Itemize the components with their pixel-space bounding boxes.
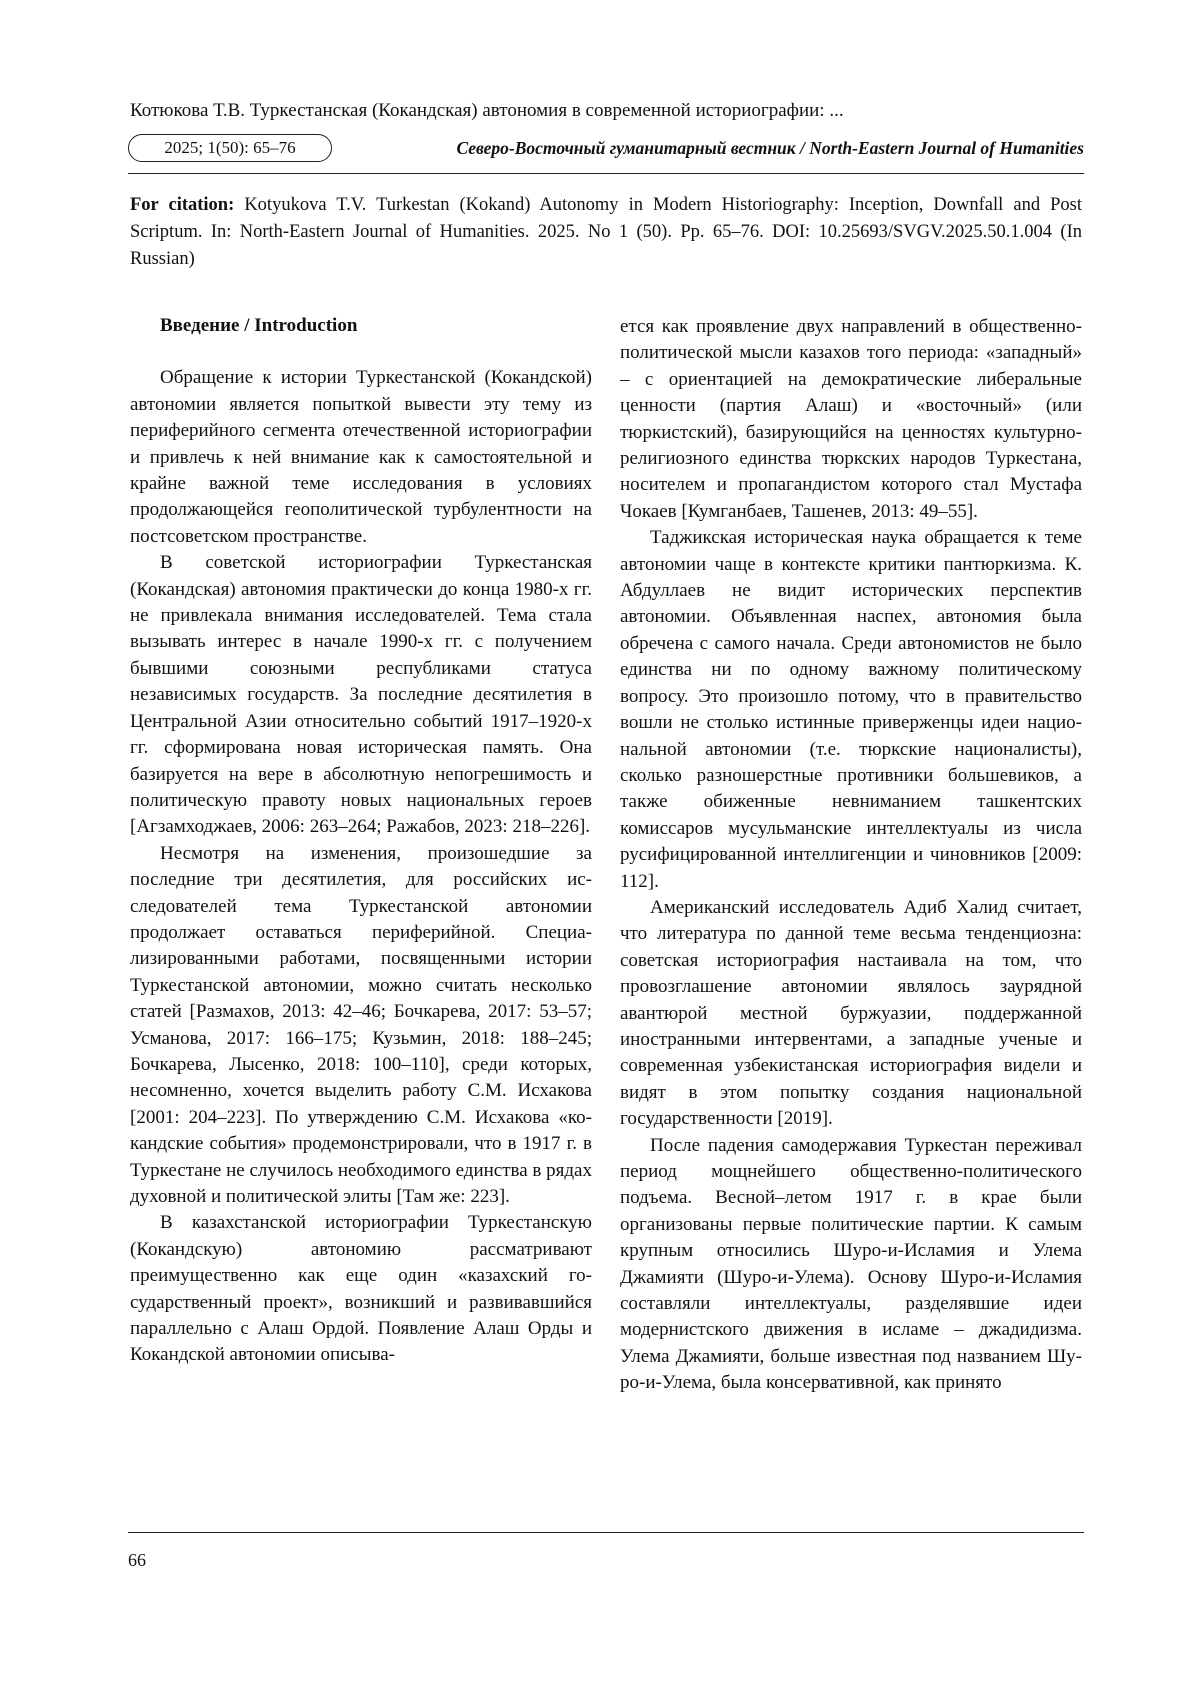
left-column bbox=[130, 313, 592, 1369]
paragraph: ется как проявление двух направлений в общественно-политической мысли казахов того периода: «западный» – с ориентацией на демократические либеральные ценности (партия Алаш) и «восточный» (или тюркистский), базирующийся на ценностях культурно-религиозного единства тюркских народов Туркестана, носителем и пропагандистом которого стал Мустафа Чокаев [Кумганбаев, Ташенев, 2013: 49–55]. bbox=[620, 316, 1082, 522]
citation-text: Kotyukova T.V. Turkestan (Kokand) Autonomy in Modern Historiography: Inception, Downfall and Post Scriptum. In: North-Eastern Journal of Humanities. 2025. No 1 (50). Pp. 65–76. DOI: 10.25693/SVGV.2025.50.1.004 (In Russian) bbox=[130, 195, 1082, 269]
right-column bbox=[620, 314, 1082, 1397]
citation-block bbox=[130, 192, 1082, 273]
paragraph: Американский исследователь Адиб Халид считает, что литература по данной теме весьма тенденциозна: советская историография настаивала на том, что провозглашение автономии являлось заурядной авантюрой местной буржуазии, поддержанной иностранными интервентами, а западные ученые и современная узбекистанская историография видели и видят в этом попытку создания национальной государственности [2019]. bbox=[620, 896, 1082, 1130]
paragraph: В советской историографии Туркестанская (Кокандская) автономия практически до конца 1980-х гг. не привлекала внимания исследователей. Тема стала вызывать интерес в начале 1990-х гг. с получением бывшими союзными республиками статуса независимых государств. За последние десятилетия в Центральной Азии относительно событий 1917–1920-х гг. сформирована новая историческая память. Она базируется на вере в абсолютную непогрешимость и политическую правоту новых национальных героев [Агзамходжаев, 2006: 263–264; Ражабов, 2023: 218–226]. bbox=[130, 552, 592, 838]
paragraph: В казахстанской историографии Туркестанскую (Кокандскую) автономию рассматривают преимущественно как еще один «казахский государственный проект», возникший и развивавшийся параллельно с Алаш Ордой. Появление Алаш Орды и Кокандской автономии описыва- bbox=[130, 1212, 592, 1366]
journal-title: Северо-Восточный гуманитарный вестник / North-Eastern Journal of Humanities bbox=[456, 138, 1084, 158]
header-divider bbox=[128, 173, 1084, 174]
running-head: Котюкова Т.В. Туркестанская (Кокандская) автономия в современной историографии: ... bbox=[130, 100, 844, 121]
citation-label: For citation: bbox=[130, 195, 235, 215]
issue-badge: 2025; 1(50): 65–76 bbox=[128, 134, 332, 162]
paragraph: Обращение к истории Туркестанской (Кокандской) автономии является попыткой вывести эту тему из периферийного сегмента отечественной историографии и привлечь к ней внимание как к самостоятельной и крайне важной теме исследования в условиях продолжающейся геополитической турбулентности на постсоветском пространстве. bbox=[130, 367, 592, 547]
paragraph: Таджикская историческая наука обращается к теме автономии чаще в контексте критики пантюркизма. К. Абдуллаев не видит исторических перспектив автономии. Объявленная наспех, автономия была обречена с самого начала. Среди автономистов не было единства ни по одному важному политическому вопросу. Это произошло потому, что в правительство вошли не столько истинные приверженцы идеи национальной автономии (т.е. тюркские националисты), сколько разношерстные противники большевиков, а также обиженные невниманием ташкентских комиссаров мусульманские интеллектуалы из числа русифицированной интеллигенции и чиновников [2009: 112]. bbox=[620, 527, 1082, 892]
paragraph: После падения самодержавия Туркестан переживал период мощнейшего общественно-политического подъема. Весной–летом 1917 г. в крае были организованы первые политические партии. К самым крупным относились Шуро-и-Исламия и Улема Джамияти (Шуро-и-Улема). Основу Шуро-и-Исламия составляли интеллектуалы, разделявшие идеи модернистского движения в исламе – джадидизма. Улема Джамияти, больше известная под названием Шуро-и-Улема, была консервативной, как принято bbox=[620, 1134, 1082, 1394]
paragraph: Несмотря на изменения, произошедшие за последние три десятилетия, для российских исследователей тема Туркестанской автономии продолжает оставаться периферийной. Специализированными работами, посвященными истории Туркестанской автономии, можно считать несколько статей [Размахов, 2013: 42–46; Бочкарева, 2017: 53–57; Усманова, 2017: 166–175; Кузьмин, 2018: 188–245; Бочкарева, Лысенко, 2018: 100–110], среди которых, несомненно, хочется выделить работу С.М. Исхакова [2001: 204–223]. По утверждению С.М. Исхакова «кокандские события» продемонстрировали, что в 1917 г. в Туркестане не случилось необходимого единства в рядах духовной и политической элиты [Там же: 223]. bbox=[130, 842, 592, 1207]
section-heading: Введение / Introduction bbox=[160, 315, 358, 336]
footer-divider bbox=[128, 1532, 1084, 1533]
page-number: 66 bbox=[128, 1550, 146, 1570]
issue-line bbox=[128, 134, 1084, 164]
